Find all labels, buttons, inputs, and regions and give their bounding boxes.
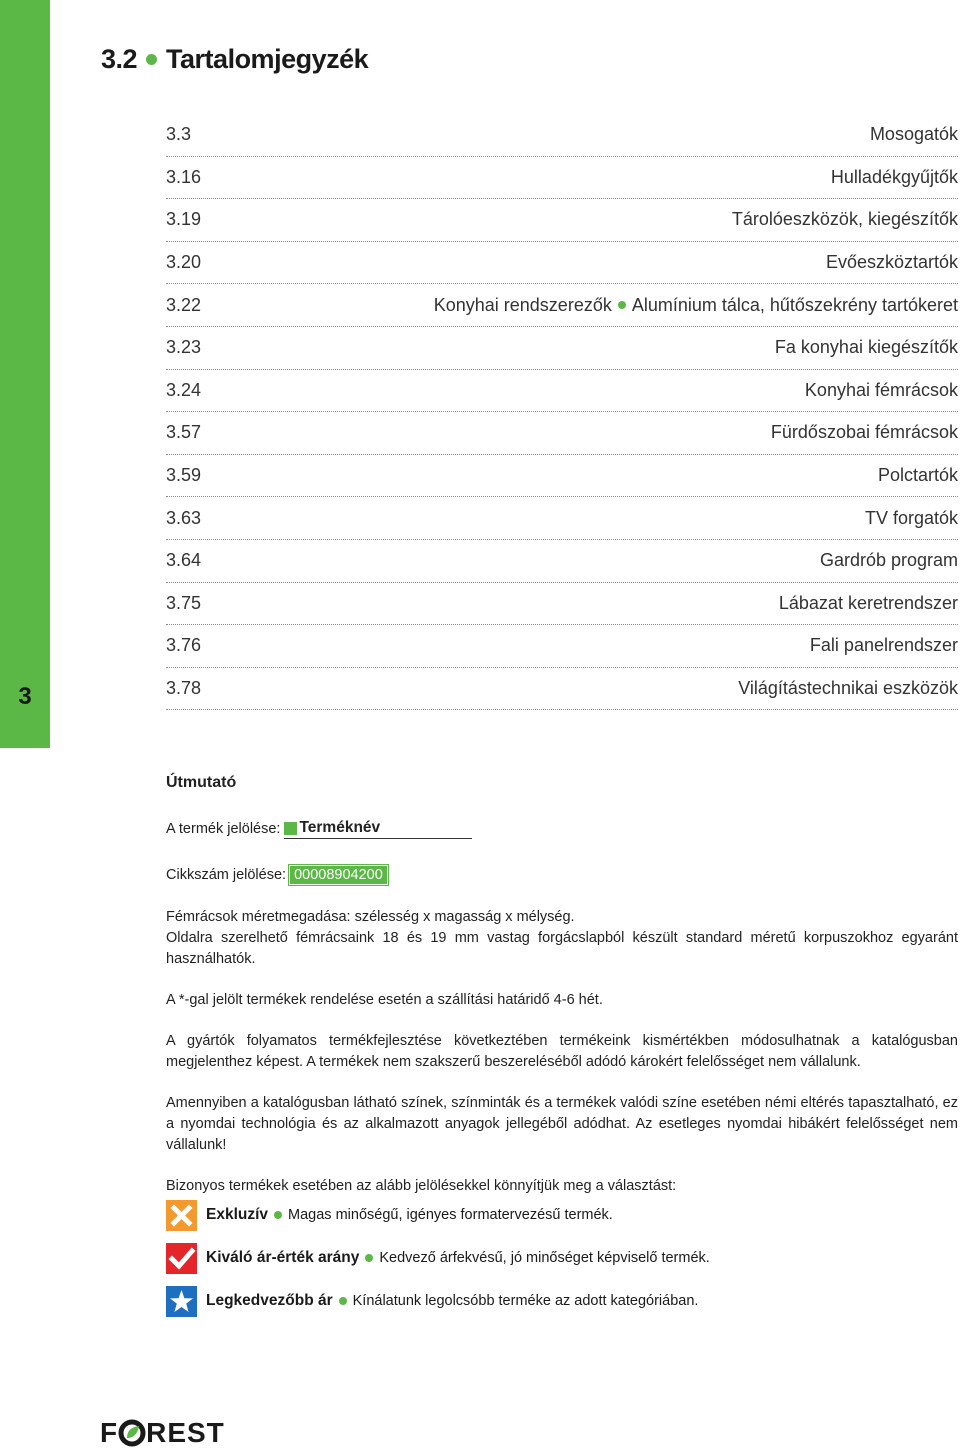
toc-item[interactable] bbox=[166, 199, 958, 242]
toc-title: Mosogatók bbox=[869, 124, 958, 145]
delivery-note: A *-gal jelölt termékek rendelése esetén a szállítási határidő 4-6 hét. bbox=[166, 992, 603, 1008]
toc-title: Lábazat keretrendszer bbox=[778, 592, 958, 613]
toc-title: Evőeszköztartók bbox=[825, 252, 958, 273]
toc-item[interactable] bbox=[166, 327, 958, 370]
toc-item[interactable] bbox=[166, 540, 958, 583]
toc-page: 3.19 bbox=[166, 209, 202, 230]
legend-desc: Kedvező árfekvésű, jó minőséget képviselő termék. bbox=[379, 1250, 710, 1266]
development-note: A gyártók folyamatos termékfejlesztése következtében termékeink kismértékben módosulhatnak a katalógusban megjelenthez képest. A termékek nem szakszerű beszereléséből adódó károkért felelősséget nem vállalunk. bbox=[166, 1033, 958, 1070]
guide-title: Útmutató bbox=[166, 774, 237, 791]
toc-title: Polctartók bbox=[877, 465, 958, 486]
toc-item[interactable] bbox=[166, 497, 958, 540]
toc-page: 3.59 bbox=[166, 465, 202, 486]
toc-item[interactable] bbox=[166, 412, 958, 455]
toc-page: 3.3 bbox=[166, 124, 192, 145]
legend-name: Legkedvezőbb ár bbox=[206, 1292, 333, 1309]
legend-item-best-price bbox=[166, 1285, 958, 1317]
toc-page: 3.75 bbox=[166, 592, 202, 613]
toc-item[interactable] bbox=[166, 625, 958, 668]
size-note: Fémrácsok méretmegadása: szélesség x magasság x mélység. bbox=[166, 909, 575, 925]
leaf-o-icon bbox=[118, 1419, 146, 1447]
toc-item[interactable] bbox=[166, 114, 958, 157]
toc-title: Konyhai rendszerezők bbox=[433, 294, 612, 315]
toc-item[interactable] bbox=[166, 455, 958, 498]
toc-title: TV forgatók bbox=[864, 507, 958, 528]
legend-desc: Kínálatunk legolcsóbb terméke az adott kategóriában. bbox=[352, 1293, 699, 1309]
toc-item[interactable] bbox=[166, 668, 958, 711]
toc-title: Konyhai fémrácsok bbox=[804, 379, 958, 400]
side-tab bbox=[0, 0, 50, 748]
side-tab-number: 3 bbox=[18, 683, 32, 710]
guide-section bbox=[166, 774, 958, 1197]
toc-page: 3.20 bbox=[166, 252, 202, 273]
forest-logo bbox=[100, 1417, 225, 1449]
colors-note: Amennyiben a katalógusban látható színek, színminták és a termékek valódi színe esetében némi eltérés tapasztalható, ez a nyomdai technológia és az alkalmazott anyagok jellegéből adódhat. Az esetleges nyomdai hibákért felelősséget nem vállalunk! bbox=[166, 1095, 958, 1153]
code-marking-label: Cikkszám jelölése: bbox=[166, 867, 287, 883]
toc-page: 3.64 bbox=[166, 550, 202, 571]
toc-page: 3.23 bbox=[166, 337, 202, 358]
product-marking-label: A termék jelölése: bbox=[166, 821, 281, 837]
legend-item-exclusive bbox=[166, 1199, 958, 1231]
star-icon bbox=[166, 1286, 197, 1317]
bullet-dot-icon bbox=[146, 54, 157, 65]
legend-intro: Bizonyos termékek esetében az alább jelölésekkel könnyítjük meg a választást: bbox=[166, 1178, 677, 1194]
toc-page: 3.57 bbox=[166, 422, 202, 443]
legend-item-value bbox=[166, 1242, 958, 1274]
logo-text-end: REST bbox=[146, 1417, 225, 1448]
code-marking-example bbox=[166, 864, 958, 886]
toc-item[interactable] bbox=[166, 284, 958, 327]
toc-title: Fali panelrendszer bbox=[809, 635, 958, 656]
bullet-dot-icon bbox=[618, 301, 626, 309]
page-title bbox=[101, 44, 368, 75]
toc-page: 3.22 bbox=[166, 294, 202, 315]
bullet-dot-icon bbox=[274, 1211, 282, 1219]
section-title: Tartalomjegyzék bbox=[166, 44, 369, 74]
toc-item[interactable] bbox=[166, 157, 958, 200]
product-name-sample bbox=[284, 819, 472, 839]
toc-title: Fürdőszobai fémrácsok bbox=[770, 422, 958, 443]
toc-title: Gardrób program bbox=[819, 550, 958, 571]
bullet-dot-icon bbox=[365, 1254, 373, 1262]
toc-item[interactable] bbox=[166, 370, 958, 413]
toc-title: Tárolóeszközök, kiegészítők bbox=[731, 209, 958, 230]
legend-name: Kiváló ár-érték arány bbox=[206, 1249, 360, 1266]
legend-list bbox=[166, 1199, 958, 1328]
toc-page: 3.24 bbox=[166, 379, 202, 400]
toc-title: Fa konyhai kiegészítők bbox=[774, 337, 958, 358]
logo-text-start: F bbox=[100, 1417, 119, 1448]
side-mount-note: Oldalra szerelhető fémrácsaink 18 és 19 mm vastag forgácslapból készült standard méretű korpuszokhoz egyaránt használhatók. bbox=[166, 930, 958, 967]
toc-page: 3.63 bbox=[166, 507, 202, 528]
product-marking-example bbox=[166, 818, 958, 840]
section-number: 3.2 bbox=[101, 44, 138, 74]
toc-item[interactable] bbox=[166, 583, 958, 626]
toc-title: Világítástechnikai eszközök bbox=[738, 678, 958, 699]
toc-title: Hulladékgyűjtők bbox=[830, 166, 958, 187]
toc-page: 3.78 bbox=[166, 678, 202, 699]
code-sample: 00008904200 bbox=[290, 866, 387, 884]
toc-item[interactable] bbox=[166, 242, 958, 285]
toc-page: 3.16 bbox=[166, 166, 202, 187]
legend-name: Exkluzív bbox=[206, 1206, 269, 1223]
cross-icon bbox=[166, 1200, 197, 1231]
check-icon bbox=[166, 1243, 197, 1274]
toc-title-secondary: Alumínium tálca, hűtőszekrény tartókeret bbox=[631, 294, 958, 315]
product-name-text: Terméknév bbox=[299, 819, 381, 836]
table-of-contents bbox=[166, 114, 958, 710]
toc-page: 3.76 bbox=[166, 635, 202, 656]
green-square-icon bbox=[284, 822, 297, 835]
legend-desc: Magas minőségű, igényes formatervezésű termék. bbox=[288, 1207, 613, 1223]
bullet-dot-icon bbox=[339, 1297, 347, 1305]
